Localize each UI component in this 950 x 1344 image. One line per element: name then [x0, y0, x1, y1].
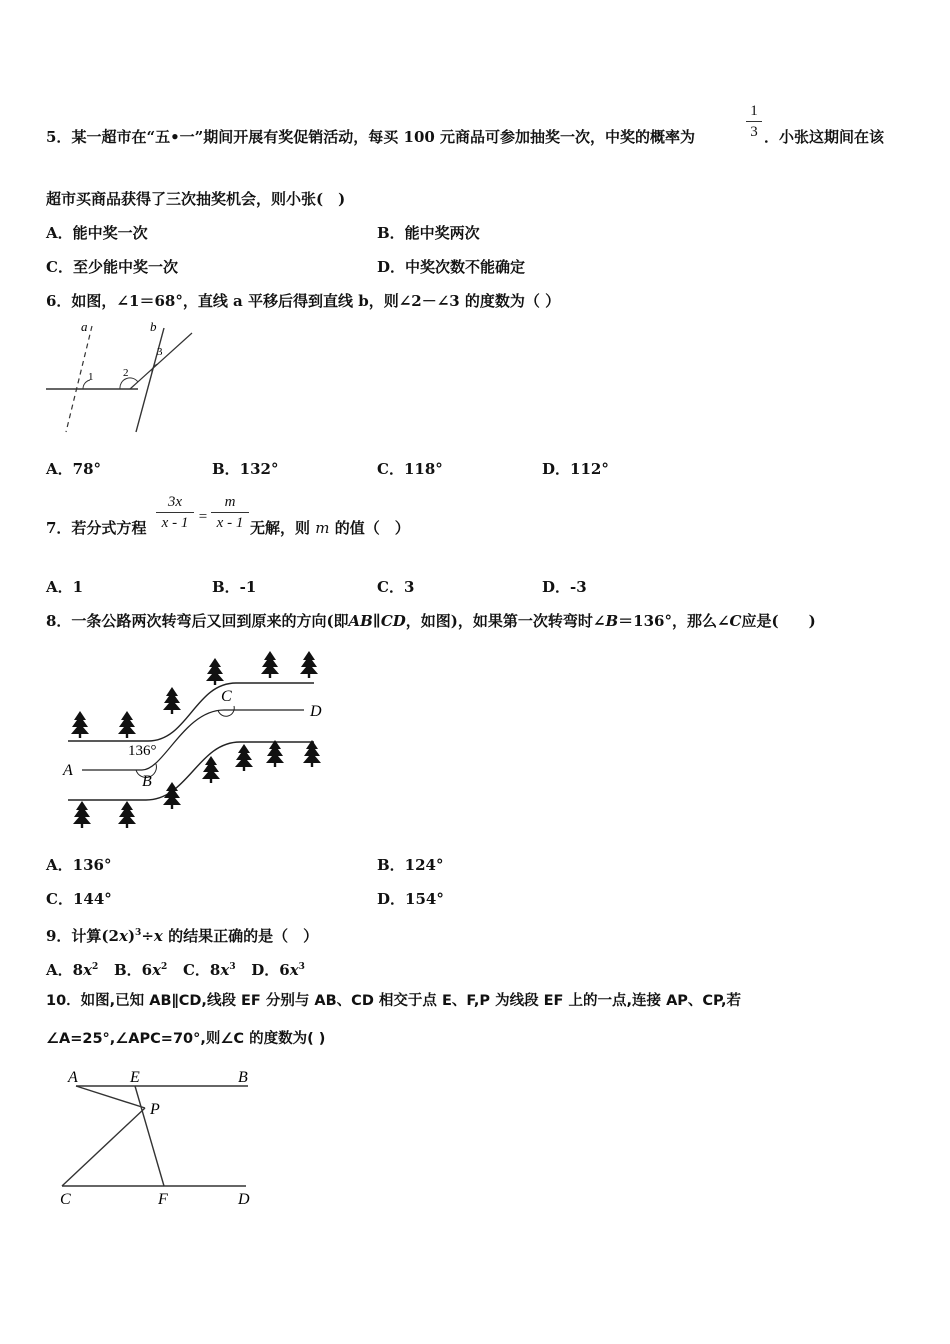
q6-label-2: 2: [123, 367, 129, 379]
q6-option-a: A．78°: [46, 460, 102, 478]
q7-rhs-fraction: m x - 1: [211, 494, 249, 531]
q8-label-c: C: [221, 688, 232, 705]
q5-line2: 超市买商品获得了三次抽奖机会，则小张( ): [46, 190, 346, 208]
q10-label-p: P: [150, 1101, 160, 1118]
q7-lhs-fraction: 3x x - 1: [156, 494, 194, 531]
q6-option-d: D．112°: [542, 460, 609, 478]
q8-road-upper-edge: [68, 683, 314, 741]
q5-line1-end: ．小张这期间在该: [764, 128, 885, 146]
q9-option-b: B．$6x^2$: [113, 961, 168, 979]
q5-option-d: D．中奖次数不能确定: [377, 258, 526, 276]
q10-label-e: E: [130, 1069, 140, 1086]
q6-figure: [44, 318, 196, 436]
q8-option-a: A．136°: [46, 856, 112, 874]
q8-tree: [266, 740, 284, 767]
q7-prefix: 7．若分式方程: [46, 519, 147, 537]
q8-option-d: D．154°: [377, 890, 444, 908]
q8-tree: [206, 658, 224, 685]
q8-option-b: B．124°: [377, 856, 444, 874]
q10-label-c: C: [60, 1191, 71, 1208]
q9-options: [46, 958, 305, 979]
q7-option-b: B．-1: [212, 578, 257, 596]
q7-suffix: 无解，则 m 的值（ ）: [250, 519, 410, 537]
q8-tree: [118, 801, 136, 828]
q9-text: 9．计算$(2x)^3\div x$ 的结果正确的是（ ）: [46, 927, 319, 945]
q10-label-d: D: [238, 1191, 250, 1208]
q8-option-c: C．144°: [46, 890, 112, 908]
q7-equals: =: [198, 509, 208, 525]
q8-tree: [202, 756, 220, 783]
q8-tree: [118, 711, 136, 738]
q6-label-1: 1: [88, 371, 94, 383]
q8-tree: [261, 651, 279, 678]
q8-label-b: B: [142, 773, 152, 790]
q10-label-b: B: [238, 1069, 248, 1086]
q8-tree: [235, 744, 253, 771]
q7-option-a: A．1: [46, 578, 84, 596]
q10-segment-ap: [76, 1086, 145, 1108]
q8-text: 8．一条公路两次转弯后又回到原来的方向(即AB∥CD，如图)，如果第一次转弯时∠B＝136°，那么∠C应是( ): [46, 612, 816, 630]
q8-tree: [73, 801, 91, 828]
q5-option-b: B．能中奖两次: [377, 224, 480, 242]
q8-angle-label: 136°: [128, 743, 157, 759]
q5-option-a: A．能中奖一次: [46, 224, 148, 242]
q8-tree: [300, 651, 318, 678]
q6-option-c: C．118°: [377, 460, 443, 478]
q8-road-figure: [60, 650, 332, 832]
q8-tree: [163, 687, 181, 714]
q5-probability-fraction: 1 3: [746, 103, 762, 140]
q8-tree: [303, 740, 321, 767]
q5-option-c: C．至少能中奖一次: [46, 258, 178, 276]
q9-option-a: A．$8x^2$: [46, 961, 99, 979]
q7-option-c: C．3: [377, 578, 415, 596]
q10-figure: [56, 1064, 266, 1210]
q8-label-a: A: [63, 762, 73, 779]
q9-option-c: C．$8x^3$: [182, 961, 236, 979]
q5-line1: 5．某一超市在“五•一”期间开展有奖促销活动，每买 100 元商品可参加抽奖一次，中奖的概率为: [46, 128, 696, 146]
q6-option-b: B．132°: [212, 460, 279, 478]
q6-text: 6．如图，∠1＝68°，直线 a 平移后得到直线 b，则∠2－∠3 的度数为（ ）: [46, 292, 561, 310]
q7-option-d: D．-3: [542, 578, 587, 596]
q10-segment-cp: [62, 1108, 145, 1186]
q10-label-a: A: [68, 1069, 78, 1086]
q6-label-b: b: [150, 319, 157, 334]
q8-tree: [71, 711, 89, 738]
q10-line1: 10．如图,已知 AB∥CD,线段 EF 分别与 AB、CD 相交于点 E、F,P 为线段 EF 上的一点,连接 AP、CP,若: [46, 993, 742, 1009]
q6-label-3: 3: [157, 346, 163, 358]
q8-label-d: D: [310, 703, 322, 720]
q10-label-f: F: [158, 1191, 168, 1208]
q10-line2: ∠A=25°,∠APC=70°,则∠C 的度数为( ): [46, 1031, 326, 1047]
q6-label-a: a: [81, 319, 88, 334]
q9-option-d: D．$6x^3$: [251, 961, 305, 979]
